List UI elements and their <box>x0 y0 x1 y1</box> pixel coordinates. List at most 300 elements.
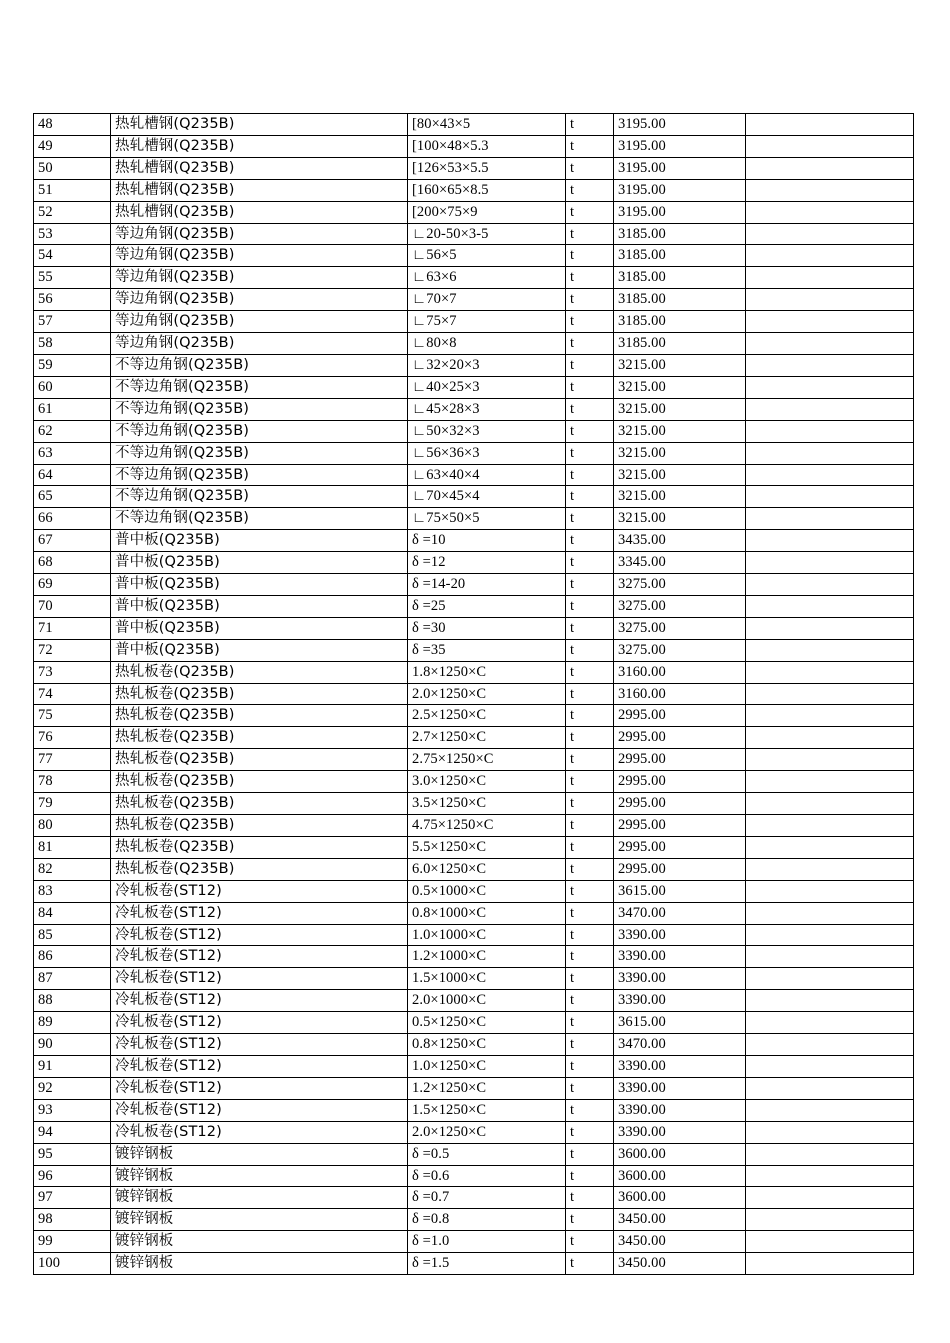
cell-unit: t <box>566 595 614 617</box>
cell-unit: t <box>566 1121 614 1143</box>
cell-spec: 4.75×1250×C <box>408 815 566 837</box>
cell-note <box>746 442 914 464</box>
cell-price: 2995.00 <box>614 749 746 771</box>
cell-name: 冷轧板卷(ST12) <box>111 1055 408 1077</box>
cell-unit: t <box>566 946 614 968</box>
cell-no: 65 <box>34 486 111 508</box>
cell-unit: t <box>566 617 614 639</box>
cell-price: 3390.00 <box>614 924 746 946</box>
cell-no: 48 <box>34 114 111 136</box>
cell-spec: 2.0×1000×C <box>408 990 566 1012</box>
cell-note <box>746 924 914 946</box>
cell-no: 91 <box>34 1055 111 1077</box>
cell-spec: δ =25 <box>408 595 566 617</box>
cell-no: 71 <box>34 617 111 639</box>
cell-note <box>746 376 914 398</box>
cell-spec: ∟63×6 <box>408 267 566 289</box>
cell-no: 92 <box>34 1077 111 1099</box>
cell-spec: ∟32×20×3 <box>408 354 566 376</box>
cell-spec: ∟70×45×4 <box>408 486 566 508</box>
cell-name: 不等边角钢(Q235B) <box>111 398 408 420</box>
cell-name: 热轧板卷(Q235B) <box>111 727 408 749</box>
table-row <box>34 1121 914 1143</box>
cell-note <box>746 530 914 552</box>
cell-spec: ∟75×7 <box>408 311 566 333</box>
table-row <box>34 135 914 157</box>
cell-spec: [100×48×5.3 <box>408 135 566 157</box>
table-row <box>34 508 914 530</box>
cell-name: 热轧板卷(Q235B) <box>111 683 408 705</box>
table-row <box>34 617 914 639</box>
cell-price: 3215.00 <box>614 420 746 442</box>
cell-spec: δ =0.6 <box>408 1165 566 1187</box>
cell-note <box>746 1121 914 1143</box>
table-row <box>34 289 914 311</box>
cell-note <box>746 1187 914 1209</box>
cell-price: 3470.00 <box>614 902 746 924</box>
cell-price: 3390.00 <box>614 990 746 1012</box>
cell-name: 热轧板卷(Q235B) <box>111 661 408 683</box>
cell-note <box>746 639 914 661</box>
cell-unit: t <box>566 114 614 136</box>
cell-spec: 1.0×1000×C <box>408 924 566 946</box>
cell-price: 3215.00 <box>614 354 746 376</box>
cell-no: 50 <box>34 157 111 179</box>
cell-spec: [126×53×5.5 <box>408 157 566 179</box>
cell-note <box>746 354 914 376</box>
cell-name: 热轧板卷(Q235B) <box>111 815 408 837</box>
cell-spec: 1.5×1000×C <box>408 968 566 990</box>
cell-name: 热轧板卷(Q235B) <box>111 749 408 771</box>
cell-price: 2995.00 <box>614 705 746 727</box>
table-row <box>34 858 914 880</box>
cell-no: 74 <box>34 683 111 705</box>
cell-no: 61 <box>34 398 111 420</box>
cell-unit: t <box>566 771 614 793</box>
cell-no: 86 <box>34 946 111 968</box>
table-row <box>34 376 914 398</box>
cell-price: 3160.00 <box>614 683 746 705</box>
cell-note <box>746 727 914 749</box>
cell-note <box>746 1077 914 1099</box>
cell-price: 3275.00 <box>614 574 746 596</box>
cell-note <box>746 289 914 311</box>
cell-name: 冷轧板卷(ST12) <box>111 990 408 1012</box>
cell-unit: t <box>566 1012 614 1034</box>
cell-price: 3195.00 <box>614 114 746 136</box>
table-row <box>34 990 914 1012</box>
cell-unit: t <box>566 639 614 661</box>
cell-price: 2995.00 <box>614 815 746 837</box>
table-row <box>34 486 914 508</box>
cell-unit: t <box>566 1099 614 1121</box>
cell-note <box>746 201 914 223</box>
cell-price: 3600.00 <box>614 1165 746 1187</box>
cell-spec: δ =1.5 <box>408 1253 566 1275</box>
cell-unit: t <box>566 836 614 858</box>
cell-spec: ∟40×25×3 <box>408 376 566 398</box>
cell-price: 2995.00 <box>614 771 746 793</box>
cell-price: 3615.00 <box>614 1012 746 1034</box>
cell-name: 不等边角钢(Q235B) <box>111 486 408 508</box>
cell-no: 82 <box>34 858 111 880</box>
cell-price: 3390.00 <box>614 1077 746 1099</box>
cell-price: 3275.00 <box>614 595 746 617</box>
cell-spec: 1.0×1250×C <box>408 1055 566 1077</box>
cell-no: 84 <box>34 902 111 924</box>
cell-note <box>746 1099 914 1121</box>
cell-name: 等边角钢(Q235B) <box>111 289 408 311</box>
cell-spec: ∟80×8 <box>408 333 566 355</box>
table-row <box>34 574 914 596</box>
cell-note <box>746 990 914 1012</box>
cell-note <box>746 793 914 815</box>
cell-note <box>746 508 914 530</box>
cell-unit: t <box>566 311 614 333</box>
cell-name: 冷轧板卷(ST12) <box>111 902 408 924</box>
cell-price: 3195.00 <box>614 179 746 201</box>
cell-price: 3450.00 <box>614 1209 746 1231</box>
cell-name: 热轧槽钢(Q235B) <box>111 135 408 157</box>
cell-name: 等边角钢(Q235B) <box>111 245 408 267</box>
table-row <box>34 1231 914 1253</box>
cell-no: 98 <box>34 1209 111 1231</box>
cell-note <box>746 333 914 355</box>
cell-note <box>746 1231 914 1253</box>
cell-note <box>746 1034 914 1056</box>
cell-price: 3435.00 <box>614 530 746 552</box>
cell-unit: t <box>566 683 614 705</box>
table-row <box>34 114 914 136</box>
cell-unit: t <box>566 354 614 376</box>
cell-note <box>746 815 914 837</box>
cell-no: 79 <box>34 793 111 815</box>
cell-note <box>746 486 914 508</box>
table-row <box>34 201 914 223</box>
cell-note <box>746 157 914 179</box>
table-row <box>34 1099 914 1121</box>
cell-note <box>746 683 914 705</box>
cell-spec: δ =0.5 <box>408 1143 566 1165</box>
cell-name: 普中板(Q235B) <box>111 617 408 639</box>
cell-no: 85 <box>34 924 111 946</box>
cell-note <box>746 880 914 902</box>
cell-note <box>746 946 914 968</box>
cell-note <box>746 771 914 793</box>
cell-no: 68 <box>34 552 111 574</box>
cell-spec: 2.0×1250×C <box>408 683 566 705</box>
cell-unit: t <box>566 223 614 245</box>
cell-name: 冷轧板卷(ST12) <box>111 968 408 990</box>
cell-name: 热轧槽钢(Q235B) <box>111 114 408 136</box>
cell-note <box>746 858 914 880</box>
cell-name: 冷轧板卷(ST12) <box>111 880 408 902</box>
cell-spec: 0.5×1000×C <box>408 880 566 902</box>
table-row <box>34 442 914 464</box>
cell-spec: ∟56×36×3 <box>408 442 566 464</box>
table-row <box>34 420 914 442</box>
cell-price: 3390.00 <box>614 1055 746 1077</box>
table-row <box>34 354 914 376</box>
cell-spec: ∟45×28×3 <box>408 398 566 420</box>
cell-name: 不等边角钢(Q235B) <box>111 420 408 442</box>
cell-no: 67 <box>34 530 111 552</box>
cell-unit: t <box>566 574 614 596</box>
cell-unit: t <box>566 464 614 486</box>
cell-unit: t <box>566 1253 614 1275</box>
cell-spec: [80×43×5 <box>408 114 566 136</box>
cell-name: 镀锌钢板 <box>111 1143 408 1165</box>
cell-unit: t <box>566 815 614 837</box>
cell-unit: t <box>566 727 614 749</box>
cell-no: 58 <box>34 333 111 355</box>
cell-no: 63 <box>34 442 111 464</box>
table-row <box>34 245 914 267</box>
cell-note <box>746 617 914 639</box>
cell-no: 76 <box>34 727 111 749</box>
cell-no: 56 <box>34 289 111 311</box>
table-row <box>34 595 914 617</box>
cell-name: 冷轧板卷(ST12) <box>111 1121 408 1143</box>
cell-no: 49 <box>34 135 111 157</box>
table-row <box>34 661 914 683</box>
cell-note <box>746 267 914 289</box>
cell-unit: t <box>566 442 614 464</box>
cell-price: 2995.00 <box>614 836 746 858</box>
cell-spec: δ =12 <box>408 552 566 574</box>
cell-price: 2995.00 <box>614 727 746 749</box>
cell-spec: ∟56×5 <box>408 245 566 267</box>
cell-unit: t <box>566 880 614 902</box>
cell-unit: t <box>566 333 614 355</box>
cell-unit: t <box>566 508 614 530</box>
cell-price: 3185.00 <box>614 289 746 311</box>
cell-unit: t <box>566 135 614 157</box>
cell-no: 100 <box>34 1253 111 1275</box>
cell-price: 3600.00 <box>614 1187 746 1209</box>
cell-note <box>746 1209 914 1231</box>
cell-name: 热轧板卷(Q235B) <box>111 836 408 858</box>
cell-no: 99 <box>34 1231 111 1253</box>
cell-price: 3215.00 <box>614 376 746 398</box>
cell-spec: ∟63×40×4 <box>408 464 566 486</box>
price-table-container <box>33 113 913 1275</box>
cell-spec: 0.8×1250×C <box>408 1034 566 1056</box>
cell-unit: t <box>566 530 614 552</box>
cell-unit: t <box>566 793 614 815</box>
cell-spec: 0.8×1000×C <box>408 902 566 924</box>
cell-name: 冷轧板卷(ST12) <box>111 924 408 946</box>
cell-note <box>746 420 914 442</box>
cell-no: 73 <box>34 661 111 683</box>
cell-note <box>746 1253 914 1275</box>
cell-name: 热轧槽钢(Q235B) <box>111 157 408 179</box>
cell-price: 3275.00 <box>614 617 746 639</box>
cell-no: 66 <box>34 508 111 530</box>
cell-no: 77 <box>34 749 111 771</box>
price-table-body <box>34 114 914 1275</box>
cell-no: 55 <box>34 267 111 289</box>
cell-no: 94 <box>34 1121 111 1143</box>
cell-price: 3215.00 <box>614 464 746 486</box>
cell-no: 60 <box>34 376 111 398</box>
cell-name: 不等边角钢(Q235B) <box>111 442 408 464</box>
cell-name: 热轧板卷(Q235B) <box>111 793 408 815</box>
cell-price: 3185.00 <box>614 245 746 267</box>
table-row <box>34 968 914 990</box>
cell-unit: t <box>566 749 614 771</box>
cell-name: 热轧板卷(Q235B) <box>111 705 408 727</box>
table-row <box>34 793 914 815</box>
cell-price: 3185.00 <box>614 223 746 245</box>
cell-no: 57 <box>34 311 111 333</box>
cell-name: 等边角钢(Q235B) <box>111 333 408 355</box>
table-row <box>34 1165 914 1187</box>
cell-no: 70 <box>34 595 111 617</box>
cell-no: 52 <box>34 201 111 223</box>
table-row <box>34 880 914 902</box>
table-row <box>34 1055 914 1077</box>
table-row <box>34 1077 914 1099</box>
cell-note <box>746 968 914 990</box>
cell-spec: 1.2×1250×C <box>408 1077 566 1099</box>
cell-unit: t <box>566 1055 614 1077</box>
table-row <box>34 815 914 837</box>
cell-spec: 1.5×1250×C <box>408 1099 566 1121</box>
cell-name: 热轧槽钢(Q235B) <box>111 179 408 201</box>
cell-note <box>746 223 914 245</box>
table-row <box>34 1209 914 1231</box>
cell-price: 3215.00 <box>614 508 746 530</box>
cell-note <box>746 1143 914 1165</box>
cell-spec: 0.5×1250×C <box>408 1012 566 1034</box>
cell-note <box>746 661 914 683</box>
cell-spec: δ =10 <box>408 530 566 552</box>
cell-price: 3195.00 <box>614 157 746 179</box>
cell-name: 冷轧板卷(ST12) <box>111 1099 408 1121</box>
table-row <box>34 179 914 201</box>
cell-note <box>746 574 914 596</box>
cell-unit: t <box>566 289 614 311</box>
cell-name: 冷轧板卷(ST12) <box>111 1012 408 1034</box>
cell-unit: t <box>566 1077 614 1099</box>
cell-price: 3390.00 <box>614 1121 746 1143</box>
cell-price: 3615.00 <box>614 880 746 902</box>
cell-no: 62 <box>34 420 111 442</box>
cell-price: 2995.00 <box>614 793 746 815</box>
cell-name: 等边角钢(Q235B) <box>111 311 408 333</box>
cell-name: 普中板(Q235B) <box>111 552 408 574</box>
table-row <box>34 1187 914 1209</box>
cell-unit: t <box>566 968 614 990</box>
cell-name: 冷轧板卷(ST12) <box>111 946 408 968</box>
table-row <box>34 1253 914 1275</box>
table-row <box>34 1143 914 1165</box>
cell-name: 热轧板卷(Q235B) <box>111 771 408 793</box>
cell-unit: t <box>566 157 614 179</box>
table-row <box>34 267 914 289</box>
table-row <box>34 223 914 245</box>
cell-name: 镀锌钢板 <box>111 1231 408 1253</box>
cell-spec: ∟20-50×3-5 <box>408 223 566 245</box>
cell-name: 冷轧板卷(ST12) <box>111 1077 408 1099</box>
table-row <box>34 749 914 771</box>
cell-unit: t <box>566 858 614 880</box>
cell-note <box>746 705 914 727</box>
cell-name: 镀锌钢板 <box>111 1165 408 1187</box>
cell-name: 镀锌钢板 <box>111 1187 408 1209</box>
cell-no: 59 <box>34 354 111 376</box>
cell-unit: t <box>566 1034 614 1056</box>
cell-price: 3450.00 <box>614 1253 746 1275</box>
cell-spec: [160×65×8.5 <box>408 179 566 201</box>
cell-unit: t <box>566 990 614 1012</box>
cell-no: 81 <box>34 836 111 858</box>
table-row <box>34 1034 914 1056</box>
cell-name: 等边角钢(Q235B) <box>111 267 408 289</box>
cell-no: 88 <box>34 990 111 1012</box>
cell-spec: 2.75×1250×C <box>408 749 566 771</box>
cell-name: 不等边角钢(Q235B) <box>111 508 408 530</box>
cell-name: 镀锌钢板 <box>111 1209 408 1231</box>
cell-note <box>746 464 914 486</box>
table-row <box>34 157 914 179</box>
cell-price: 3275.00 <box>614 639 746 661</box>
cell-spec: 2.5×1250×C <box>408 705 566 727</box>
cell-price: 3390.00 <box>614 1099 746 1121</box>
cell-unit: t <box>566 245 614 267</box>
cell-unit: t <box>566 1187 614 1209</box>
cell-price: 3215.00 <box>614 486 746 508</box>
cell-spec: 3.5×1250×C <box>408 793 566 815</box>
cell-price: 3390.00 <box>614 968 746 990</box>
cell-note <box>746 552 914 574</box>
table-row <box>34 552 914 574</box>
cell-no: 72 <box>34 639 111 661</box>
cell-name: 不等边角钢(Q235B) <box>111 464 408 486</box>
cell-name: 热轧槽钢(Q235B) <box>111 201 408 223</box>
cell-spec: ∟75×50×5 <box>408 508 566 530</box>
cell-price: 3345.00 <box>614 552 746 574</box>
cell-note <box>746 595 914 617</box>
cell-no: 83 <box>34 880 111 902</box>
cell-spec: δ =0.8 <box>408 1209 566 1231</box>
cell-name: 普中板(Q235B) <box>111 595 408 617</box>
cell-spec: [200×75×9 <box>408 201 566 223</box>
cell-price: 3195.00 <box>614 135 746 157</box>
cell-price: 3185.00 <box>614 311 746 333</box>
cell-no: 87 <box>34 968 111 990</box>
cell-price: 3390.00 <box>614 946 746 968</box>
cell-price: 3600.00 <box>614 1143 746 1165</box>
cell-unit: t <box>566 398 614 420</box>
cell-unit: t <box>566 902 614 924</box>
cell-spec: 1.2×1000×C <box>408 946 566 968</box>
table-row <box>34 464 914 486</box>
cell-unit: t <box>566 420 614 442</box>
price-table <box>33 113 914 1275</box>
cell-spec: δ =0.7 <box>408 1187 566 1209</box>
cell-unit: t <box>566 179 614 201</box>
table-row <box>34 1012 914 1034</box>
cell-unit: t <box>566 486 614 508</box>
cell-no: 53 <box>34 223 111 245</box>
cell-spec: δ =30 <box>408 617 566 639</box>
cell-no: 64 <box>34 464 111 486</box>
cell-note <box>746 114 914 136</box>
cell-unit: t <box>566 705 614 727</box>
cell-no: 93 <box>34 1099 111 1121</box>
